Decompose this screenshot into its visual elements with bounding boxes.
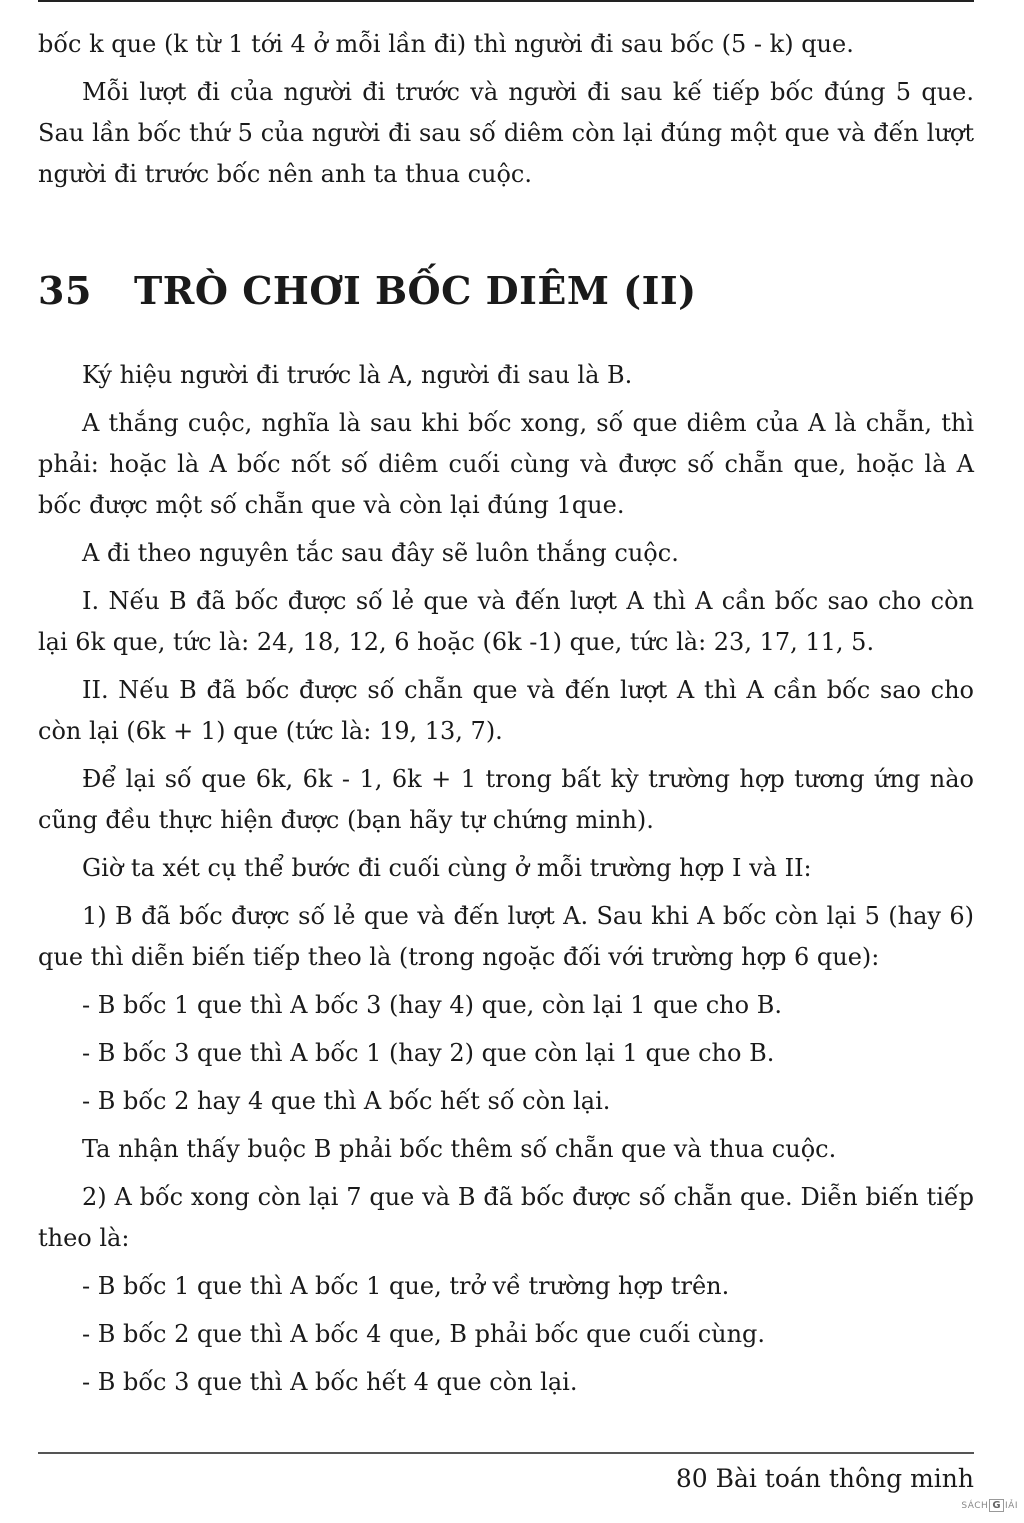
- watermark-logo: [961, 1499, 1018, 1512]
- paragraph-rule-two: II. Nếu B đã bốc được số chẵn que và đến lượt A thì A cần bốc sao cho còn lại (6k + 1) que (tức là: 19, 13, 7).: [38, 676, 974, 745]
- paragraph-case-one: 1) B đã bốc được số lẻ que và đến lượt A. Sau khi A bốc còn lại 5 (hay 6) que thì diễn biến tiếp theo là (trong ngoặc đối với trường hợp 6 que):: [38, 902, 974, 971]
- paragraph-rule-one: I. Nếu B đã bốc được số lẻ que và đến lượt A thì A cần bốc sao cho còn lại 6k que, tức là: 24, 18, 12, 6 hoặc (6k -1) que, tức là: 23, 17, 11, 5.: [38, 587, 974, 656]
- paragraph-case-one-conclusion: Ta nhận thấy buộc B phải bốc thêm số chẵn que và thua cuộc.: [82, 1135, 837, 1163]
- section-number: 35: [38, 268, 92, 313]
- list-item: - B bốc 1 que thì A bốc 1 que, trở về trường hợp trên.: [82, 1272, 730, 1300]
- list-item: - B bốc 2 hay 4 que thì A bốc hết số còn lại.: [82, 1087, 611, 1115]
- bottom-rule: [38, 1452, 974, 1454]
- page-content: [38, 24, 974, 1410]
- paragraph-notation: Ký hiệu người đi trước là A, người đi sau là B.: [82, 361, 633, 389]
- section-heading: [38, 267, 974, 315]
- watermark-box: G: [989, 1499, 1004, 1512]
- watermark-left: SÁCH: [961, 1500, 989, 1511]
- paragraph-continuation: bốc k que (k từ 1 tới 4 ở mỗi lần đi) thì người đi sau bốc (5 - k) que.: [38, 30, 854, 58]
- section-title: TRÒ CHƠI BỐC DIÊM (II): [134, 268, 697, 313]
- top-rule: [38, 0, 974, 2]
- paragraph-feasibility: Để lại số que 6k, 6k - 1, 6k + 1 trong bất kỳ trường hợp tương ứng nào cũng đều thực hiện được (bạn hãy tự chứng minh).: [38, 765, 974, 834]
- list-item: - B bốc 3 que thì A bốc hết 4 que còn lại.: [82, 1368, 578, 1396]
- paragraph-final-steps: Giờ ta xét cụ thể bước đi cuối cùng ở mỗi trường hợp I và II:: [82, 854, 812, 882]
- list-item: - B bốc 3 que thì A bốc 1 (hay 2) que còn lại 1 que cho B.: [82, 1039, 775, 1067]
- list-item: - B bốc 2 que thì A bốc 4 que, B phải bốc que cuối cùng.: [82, 1320, 766, 1348]
- paragraph-case-two: 2) A bốc xong còn lại 7 que và B đã bốc được số chẵn que. Diễn biến tiếp theo là:: [38, 1183, 974, 1252]
- list-item: - B bốc 1 que thì A bốc 3 (hay 4) que, còn lại 1 que cho B.: [82, 991, 782, 1019]
- paragraph-strategy-intro: A đi theo nguyên tắc sau đây sẽ luôn thắng cuộc.: [82, 539, 679, 567]
- watermark-right: IẢI: [1005, 1500, 1018, 1511]
- footer-book-title: 80 Bài toán thông minh: [675, 1464, 974, 1493]
- paragraph-summary: Mỗi lượt đi của người đi trước và người đi sau kế tiếp bốc đúng 5 que. Sau lần bốc thứ 5 của người đi sau số diêm còn lại đúng một que và đến lượt người đi trước bốc nên anh ta thua cuộc.: [38, 78, 974, 188]
- paragraph-win-condition: A thắng cuộc, nghĩa là sau khi bốc xong, số que diêm của A là chẵn, thì phải: hoặc là A bốc nốt số diêm cuối cùng và được số chẵn que, hoặc là A bốc được một số chẵn que và còn lại đúng 1que.: [38, 409, 974, 519]
